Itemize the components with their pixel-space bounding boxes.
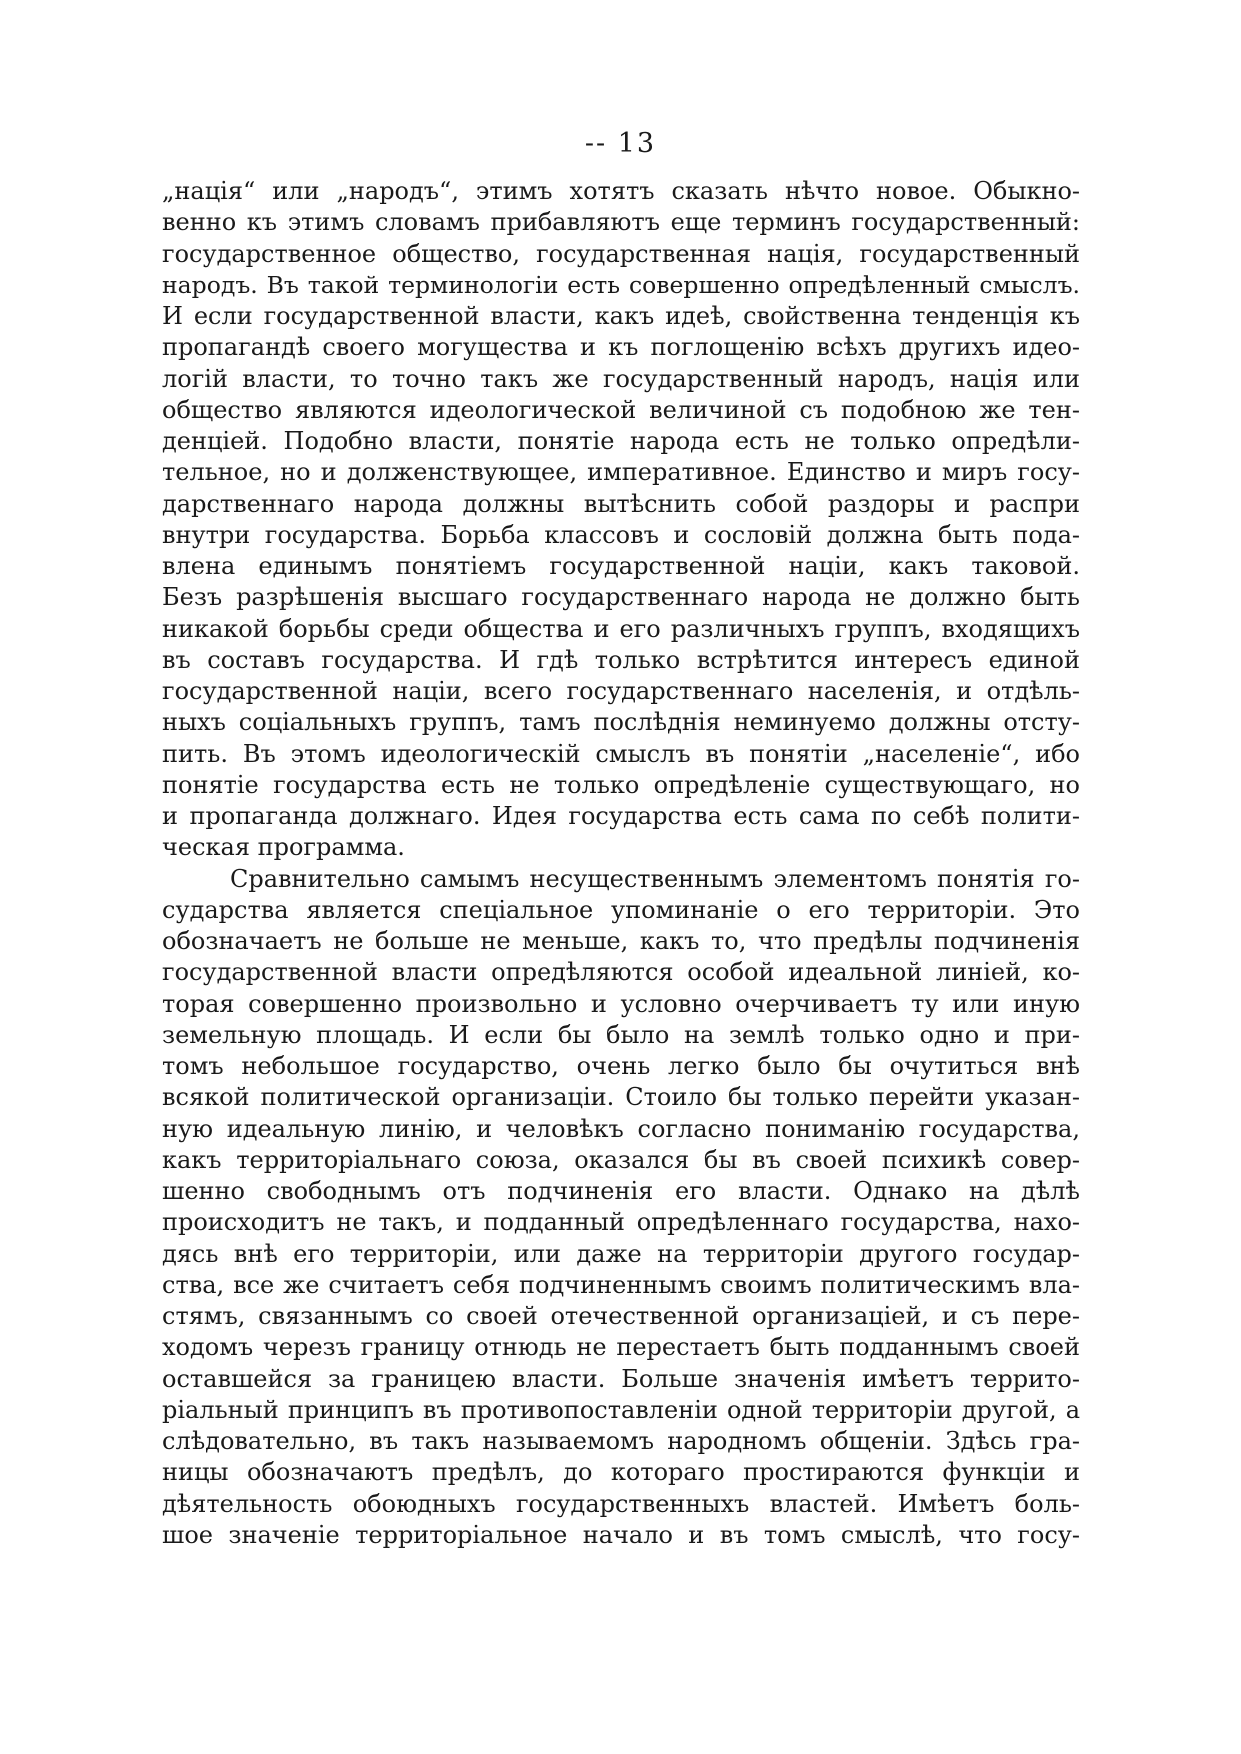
text-line: торая совершенно произвольно и условно очерчиваетъ ту или иную: [162, 989, 1080, 1018]
text-line: сударства является спеціальное упоминаніе о его территоріи. Это: [162, 895, 1080, 924]
text-line: ныхъ соціальныхъ группъ, тамъ послѣднія неминуемо должны отсту-: [162, 708, 1080, 737]
text-line: Безъ разрѣшенія высшаго государственнаго народа не должно быть: [162, 583, 1080, 612]
text-line: общество являются идеологической величиной съ подобною же тен-: [162, 395, 1080, 424]
text-line: венно къ этимъ словамъ прибавляютъ еще терминъ государственный:: [162, 208, 1080, 237]
text-line: происходитъ не такъ, и подданный опредѣленнаго государства, нахо-: [162, 1208, 1080, 1237]
text-line: пропагандѣ своего могущества и къ поглощенію всѣхъ другихъ идео-: [162, 333, 1080, 362]
text-line: логій власти, то точно такъ же государственный народъ, нація или: [162, 364, 1080, 393]
text-line: пить. Въ этомъ идеологическій смыслъ въ понятіи „населеніе“, ибо: [162, 739, 1080, 768]
text-line: внутри государства. Борьба классовъ и сословій должна быть пода-: [162, 520, 1080, 549]
text-line: денціей. Подобно власти, понятіе народа есть не только опредѣли-: [162, 427, 1080, 455]
text-line: никакой борьбы среди общества и его различныхъ группъ, входящихъ: [162, 614, 1080, 643]
text-line: ческая программа.: [162, 833, 405, 862]
text-line: шенно свободнымъ отъ подчиненія его власти. Однако на дѣлѣ: [162, 1177, 1080, 1205]
text-line: дѣятельность обоюдныхъ государственныхъ властей. Имѣетъ боль-: [162, 1489, 1080, 1518]
text-line: ріальный принципъ въ противопоставленіи одной территоріи другой, а: [162, 1395, 1080, 1424]
text-line: государственной націи, всего государственнаго населенія, и отдѣль-: [162, 677, 1080, 705]
text-line: слѣдовательно, въ такъ называемомъ народномъ общеніи. Здѣсь гра-: [162, 1427, 1080, 1455]
paragraph-2: [162, 864, 1080, 1552]
text-line: влена единымъ понятіемъ государственной націи, какъ таковой.: [162, 552, 1080, 580]
text-line: тельное, но и долженствующее, императивное. Единство и миръ госу-: [162, 458, 1080, 487]
text-line: государственной власти опредѣляются особой идеальной линіей, ко-: [162, 958, 1080, 987]
text-line: всякой политической организаціи. Стоило бы только перейти указан-: [162, 1083, 1080, 1112]
text-line: государственное общество, государственная нація, государственный: [162, 239, 1080, 268]
text-line: дясь внѣ его территоріи, или даже на территоріи другого государ-: [162, 1239, 1080, 1268]
body-text: [162, 176, 1080, 1551]
text-line: „нація“ или „народъ“, этимъ хотятъ сказать нѣчто новое. Обыкно-: [162, 177, 1080, 205]
text-line: въ составъ государства. И гдѣ только встрѣтится интересъ единой: [162, 645, 1080, 674]
text-line: томъ небольшое государство, очень легко было бы очутиться внѣ: [162, 1052, 1080, 1080]
text-line: народъ. Въ такой терминологіи есть совершенно опредѣленный смыслъ.: [162, 270, 1080, 299]
text-line: ницы обозначаютъ предѣлъ, до котораго простираются функціи и: [162, 1458, 1080, 1487]
paragraph-1: [162, 176, 1080, 864]
text-line: обозначаетъ не больше не меньше, какъ то, что предѣлы подчиненія: [162, 927, 1080, 955]
text-line: шое значеніе территоріальное начало и въ томъ смыслѣ, что госу-: [162, 1520, 1080, 1549]
text-line: и пропаганда должнаго. Идея государства есть сама по себѣ полити-: [162, 802, 1080, 830]
text-line: ства, все же считаетъ себя подчиненнымъ своимъ политическимъ вла-: [162, 1270, 1080, 1299]
text-line: какъ территоріальнаго союза, оказался бы въ своей психикѣ совер-: [162, 1145, 1080, 1174]
text-line: ную идеальную линію, и человѣкъ согласно пониманію государства,: [162, 1114, 1080, 1143]
text-line: Сравнительно самымъ несущественнымъ элементомъ понятія го-: [230, 864, 1080, 893]
text-line: И если государственной власти, какъ идеѣ, свойственна тенденція къ: [162, 302, 1080, 330]
text-line: ходомъ черезъ границу отнюдь не перестаетъ быть подданнымъ своей: [162, 1333, 1080, 1362]
text-line: понятіе государства есть не только опредѣленіе существующаго, но: [162, 770, 1080, 799]
text-line: дарственнаго народа должны вытѣснить собой раздоры и распри: [162, 489, 1080, 518]
text-line: земельную площадь. И если бы было на землѣ только одно и при-: [162, 1020, 1080, 1049]
page-number: -- 13: [584, 128, 657, 159]
text-line: стямъ, связаннымъ со своей отечественной организаціей, и съ пере-: [162, 1302, 1080, 1330]
text-line: оставшейся за границею власти. Больше значенія имѣетъ террито-: [162, 1364, 1080, 1393]
